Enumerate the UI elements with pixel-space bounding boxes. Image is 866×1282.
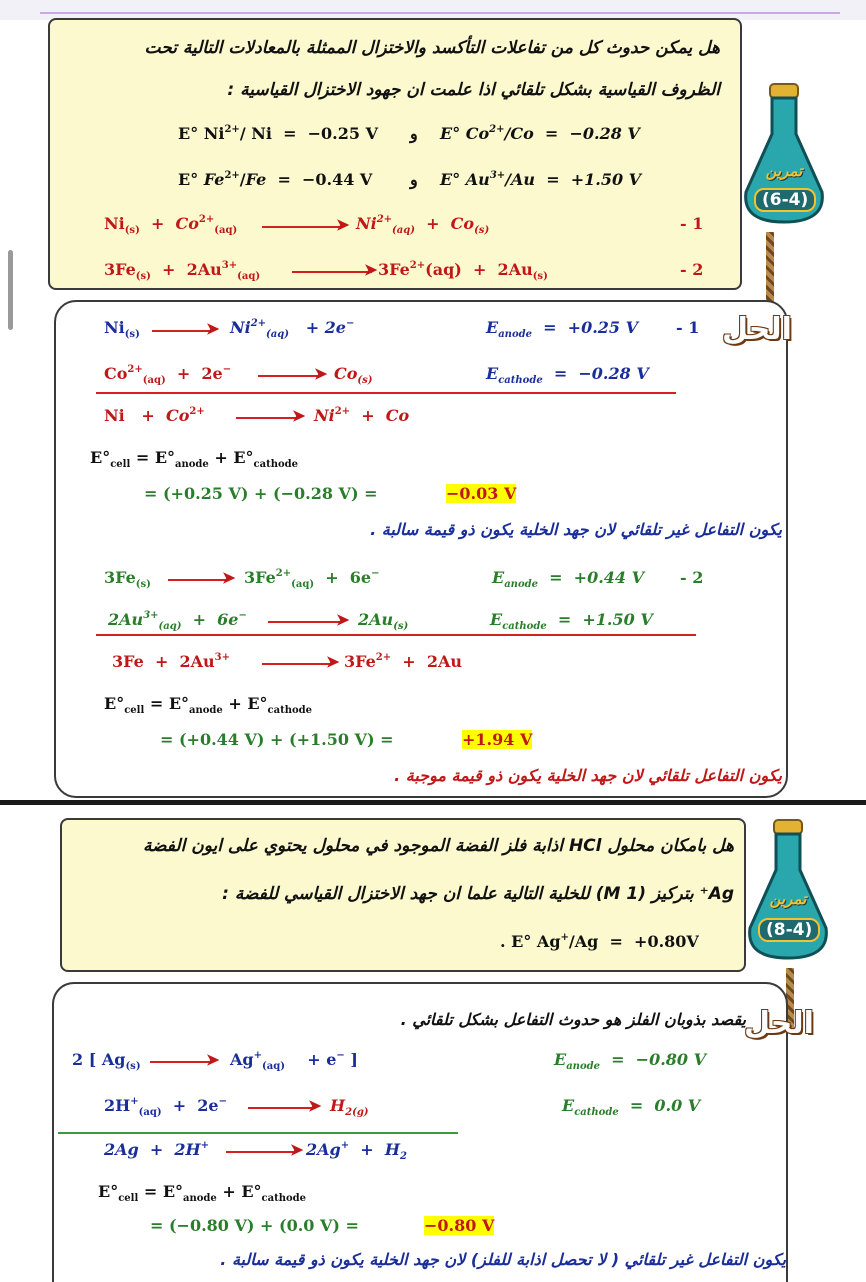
sol1-part1-anode-arrow xyxy=(152,330,212,332)
ex2-badge-number: (8-4) xyxy=(758,918,820,942)
sol1-part1-net-right: $Ni^{2+} + Co$ xyxy=(314,406,410,425)
sol2-anode-arrow xyxy=(150,1061,212,1063)
sol1-part1-cathode-left: $Co^{2+}_{(aq)} + 2e^-$ xyxy=(104,364,232,386)
sol1-part1-conclusion: يكون التفاعل غير تلقائي لان جهد الخلية يكون ذو قيمة سالبة . xyxy=(370,520,782,539)
ex1-reaction-2-arrowhead: ➤ xyxy=(364,260,378,279)
sol2-cathode-right: $H_{2(g)}$ xyxy=(330,1096,369,1118)
sol1-part2-calc: = (+0.44 V) + (+1.50 V) = xyxy=(160,730,394,749)
ex2-question-line-1: هل بامكان محلول HCl اذابة فلز الفضة الموجود في محلول يحتوي على ايون الفضة xyxy=(142,836,734,856)
ex1-solution-tag: الحل xyxy=(722,312,792,347)
sol1-part2-formula: $E^\circ_{cell} = E^\circ_{anode} + E^\circ_{cathode}$ xyxy=(104,694,313,716)
sol2-conclusion: يكون التفاعل غير تلقائي ( لا تحصل اذابة للفلز) لان جهد الخلية يكون ذو قيمة سالبة . xyxy=(220,1250,786,1269)
sol1-part1-sum-line xyxy=(96,392,676,394)
sol1-part2-net-left: $3Fe + 2Au^{3+}$ xyxy=(112,652,231,671)
sol1-part1-anode-left: $Ni_{(s)}$ xyxy=(104,318,140,340)
sol2-sum-line xyxy=(58,1132,458,1134)
sol1-part2-sum-line xyxy=(96,634,696,636)
sol2-cathode-arrowhead: ➤ xyxy=(308,1096,322,1115)
sol1-part1-cathode-arrowhead: ➤ xyxy=(314,364,328,383)
sol1-part1-anode-right: $Ni^{2+}_{(aq)} + 2e^-$ xyxy=(230,318,355,340)
sol2-net-arrowhead: ➤ xyxy=(290,1140,304,1159)
sol2-cathode-left: $2H^+_{(aq)} + 2e^-$ xyxy=(104,1096,227,1118)
top-strip xyxy=(0,0,866,20)
sol1-part2-net-arrowhead: ➤ xyxy=(326,652,340,671)
ex1-reaction-2-right: $3Fe^{2+}(aq) + 2Au_{(s)}$ xyxy=(378,260,548,282)
sol2-net-left: 2Ag + 2H+ xyxy=(104,1140,210,1159)
sol1-part1-formula: $E^\circ_{cell} = E^\circ_{anode} + E^\circ_{cathode}$ xyxy=(90,448,299,470)
ex1-reaction-1-arrowhead: ➤ xyxy=(336,215,350,234)
sol1-part1-result: −0.03 V xyxy=(446,484,517,503)
sol1-part1-cathode-right: $Co_{(s)}$ xyxy=(334,364,373,386)
ex1-reaction-1-number: - 1 xyxy=(680,214,704,233)
sol1-part2-anode-right: $3Fe^{2+}_{(aq)} + 6e^-$ xyxy=(244,568,380,590)
sol2-e-cathode: $E_{cathode} = 0.0$ V xyxy=(562,1096,701,1118)
sol2-intro: يقصد بذوبان الفلز هو حدوث التفاعل بشكل تلقائي . xyxy=(400,1010,746,1029)
sol1-part2-conclusion: يكون التفاعل تلقائي لان جهد الخلية يكون ذو قيمة موجبة . xyxy=(394,766,782,785)
sol2-calc: = (−0.80 V) + (0.0 V) = xyxy=(150,1216,359,1235)
ex1-badge-word: تمرين xyxy=(765,162,803,180)
sol1-part2-e-cathode: $E_{cathode} = +1.50$ V xyxy=(490,610,653,632)
sol1-part2-cathode-left: $2Au^{3+}_{(aq)} + 6e^-$ xyxy=(108,610,247,632)
exercise-1-question-box xyxy=(48,18,742,290)
sol1-part2-number: - 2 xyxy=(680,568,704,587)
sol1-part2-anode-arrow xyxy=(168,579,228,581)
ex1-and-1: و xyxy=(410,124,418,143)
sol2-anode-left: 2 [ $Ag_{(s)}$ xyxy=(72,1050,141,1072)
sol1-part2-cathode-right: $2Au_{(s)}$ xyxy=(358,610,409,632)
ex1-question-line-2: الظروف القياسية بشكل تلقائي اذا علمت ان جهود الاختزال القياسية : xyxy=(227,80,720,100)
ex1-reaction-1-left: $Ni_{(s)} + Co^{2+}_{(aq)}$ xyxy=(104,214,238,236)
ex2-question-line-2: Ag⁺ بتركيز (1 M) للخلية التالية علما ان جهد الاختزال القياسي للفضة : xyxy=(222,884,734,904)
ex2-solution-tag: الحل xyxy=(744,1006,814,1041)
sol1-part2-anode-arrowhead: ➤ xyxy=(222,568,236,587)
sol1-part1-number: - 1 xyxy=(676,318,700,337)
ex2-badge-word: تمرين xyxy=(769,890,807,908)
sol2-formula: $E^\circ_{cell} = E^\circ_{anode} + E^\circ_{cathode}$ xyxy=(98,1182,307,1204)
sol1-part1-e-cathode: $E_{cathode} = -0.28$ V xyxy=(486,364,649,386)
sol1-part1-e-anode: $E_{anode} = +0.25$ V xyxy=(486,318,639,340)
sol1-part2-net-arrow xyxy=(262,663,332,665)
ex1-potential-au: E° $Au^{3+}/Au = +1.50$ V xyxy=(440,170,642,189)
ex1-reaction-2-left: $3Fe_{(s)} + 2Au^{3+}_{(aq)}$ xyxy=(104,260,261,282)
top-divider-line xyxy=(40,12,840,14)
ex1-potential-ni: E° $Ni^{2+}/$ Ni = −0.25 V xyxy=(178,124,378,143)
sol2-anode-arrowhead: ➤ xyxy=(206,1050,220,1069)
sol1-part1-anode-arrowhead: ➤ xyxy=(206,319,220,338)
sol2-anode-right: $Ag^+_{(aq)}$ + e− ] xyxy=(230,1050,358,1072)
sol2-result: −0.80 V xyxy=(424,1216,495,1235)
sol1-part2-cathode-arrowhead: ➤ xyxy=(336,610,350,629)
ex1-reaction-1-arrow xyxy=(262,226,342,228)
sol2-net-arrow xyxy=(226,1151,296,1153)
sol1-part1-net-arrow xyxy=(236,417,298,419)
sol1-part2-cathode-arrow xyxy=(268,621,340,623)
sol2-e-anode: $E_{anode} = -0.80$ V xyxy=(554,1050,707,1072)
ex1-potential-fe: E° $Fe^{2+}/Fe = -0.44$ V xyxy=(178,170,373,189)
sol1-part1-net-arrowhead: ➤ xyxy=(292,406,306,425)
sol1-part2-net-right: $3Fe^{2+} + 2Au$ xyxy=(344,652,463,671)
sol1-part1-net-left: $Ni + Co^{2+}$ xyxy=(104,406,205,425)
sol1-part2-anode-left: $3Fe_{(s)}$ xyxy=(104,568,151,590)
ex1-and-2: و xyxy=(410,170,418,189)
ex1-question-line-1: هل يمكن حدوث كل من تفاعلات التأكسد والاختزال الممثلة بالمعادلات التالية تحت xyxy=(144,38,720,58)
sol2-cathode-arrow xyxy=(248,1107,314,1109)
sol1-part2-e-anode: $E_{anode} = +0.44$ V xyxy=(492,568,645,590)
ex2-question-line-3: . E° Ag+/Ag = +0.80V xyxy=(500,932,699,951)
sol1-part1-calc: = (+0.25 V) + (−0.28 V) = xyxy=(144,484,378,503)
scrollbar-thumb[interactable] xyxy=(8,250,13,330)
ex1-reaction-2-number: - 2 xyxy=(680,260,704,279)
section-divider xyxy=(0,800,866,805)
ex1-reaction-2-arrow xyxy=(292,271,372,273)
ex1-badge-number: (6-4) xyxy=(754,188,816,212)
ex1-reaction-1-right: $Ni^{2+}_{(aq)} + Co_{(s)}$ xyxy=(356,214,490,236)
ex1-potential-co: E° $Co^{2+}/Co = -0.28$ V xyxy=(440,124,640,143)
sol2-net-right: $2Ag^+ + H_2$ xyxy=(306,1140,407,1162)
sol1-part2-result: +1.94 V xyxy=(462,730,533,749)
sol1-part1-cathode-arrow xyxy=(258,375,320,377)
